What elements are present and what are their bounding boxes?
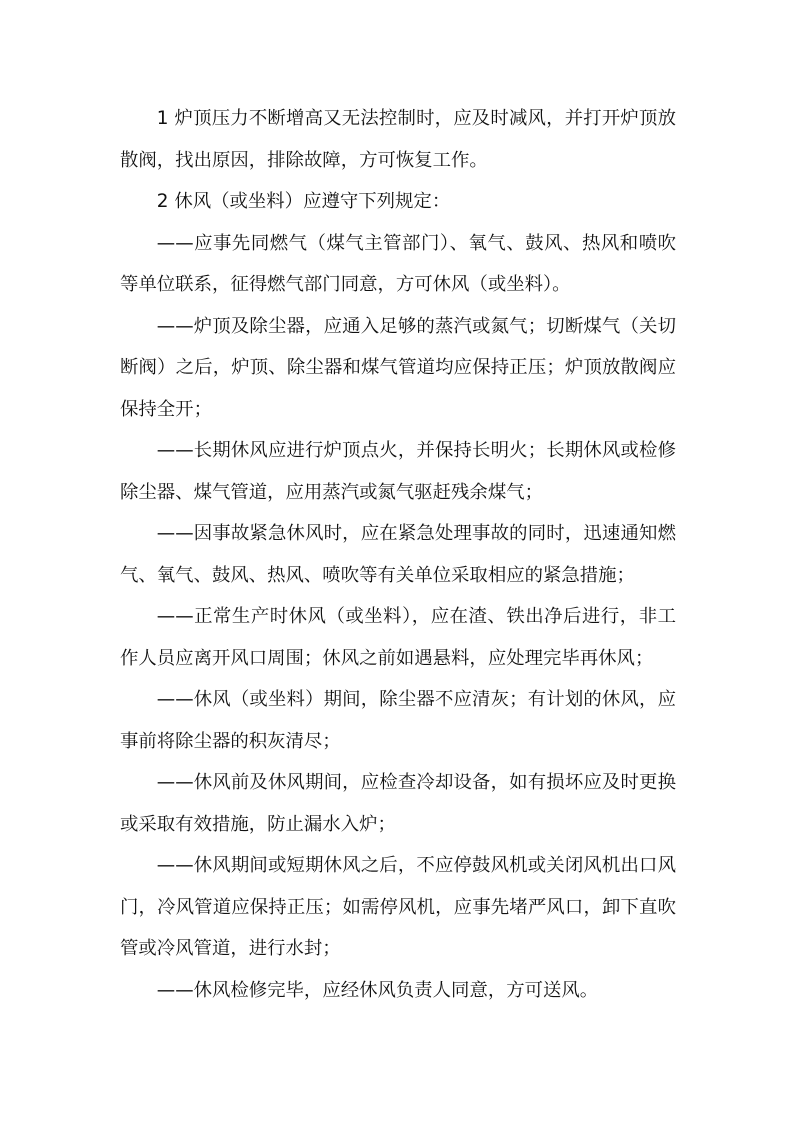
paragraph-rule-dust-collector: ——休风（或坐料）期间，除尘器不应清灰；有计划的休风，应事前将除尘器的积灰清尽； bbox=[120, 689, 676, 752]
paragraph-rule-contact-units: ——应事先同燃气（煤气主管部门）、氧气、鼓风、热风和喷吹等单位联系，征得燃气部门同意，方可休风（或坐料）。 bbox=[120, 232, 676, 295]
paragraph-rule-resume-blast: ——休风检修完毕，应经休风负责人同意，方可送风。 bbox=[156, 979, 599, 1001]
paragraph-rule-long-term-ignition: ——长期休风应进行炉顶点火，并保持长明火；长期休风或检修除尘器、煤气管道，应用蒸汽或氮气驱赶残余煤气； bbox=[120, 440, 676, 503]
paragraph-rule-steam-nitrogen: ——炉顶及除尘器，应通入足够的蒸汽或氮气；切断煤气（关切断阀）之后，炉顶、除尘器和煤气管道均应保持正压；炉顶放散阀应保持全开； bbox=[120, 315, 676, 420]
document-page bbox=[120, 98, 676, 1011]
paragraph-rule-emergency: ——因事故紧急休风时，应在紧急处理事故的同时，迅速通知燃气、氧气、鼓风、热风、喷吹等有关单位采取相应的紧急措施； bbox=[120, 523, 676, 586]
paragraph-rule-blower: ——休风期间或短期休风之后，不应停鼓风机或关闭风机出口风门，冷风管道应保持正压；如需停风机，应事先堵严风口，卸下直吹管或冷风管道，进行水封； bbox=[120, 855, 676, 959]
paragraph-furnace-top-pressure: 1 炉顶压力不断增高又无法控制时，应及时减风，并打开炉顶放散阀，找出原因，排除故障，方可恢复工作。 bbox=[120, 108, 676, 171]
paragraph-blowdown-rules-heading: 2 休风（或坐料）应遵守下列规定： bbox=[156, 191, 451, 212]
paragraph-rule-cooling-equipment: ——休风前及休风期间，应检查冷却设备，如有损坏应及时更换或采取有效措施，防止漏水入炉； bbox=[120, 772, 676, 835]
paragraph-rule-normal-production: ——正常生产时休风（或坐料），应在渣、铁出净后进行，非工作人员应离开风口周围；休风之前如遇悬料，应处理完毕再休风； bbox=[120, 606, 676, 669]
